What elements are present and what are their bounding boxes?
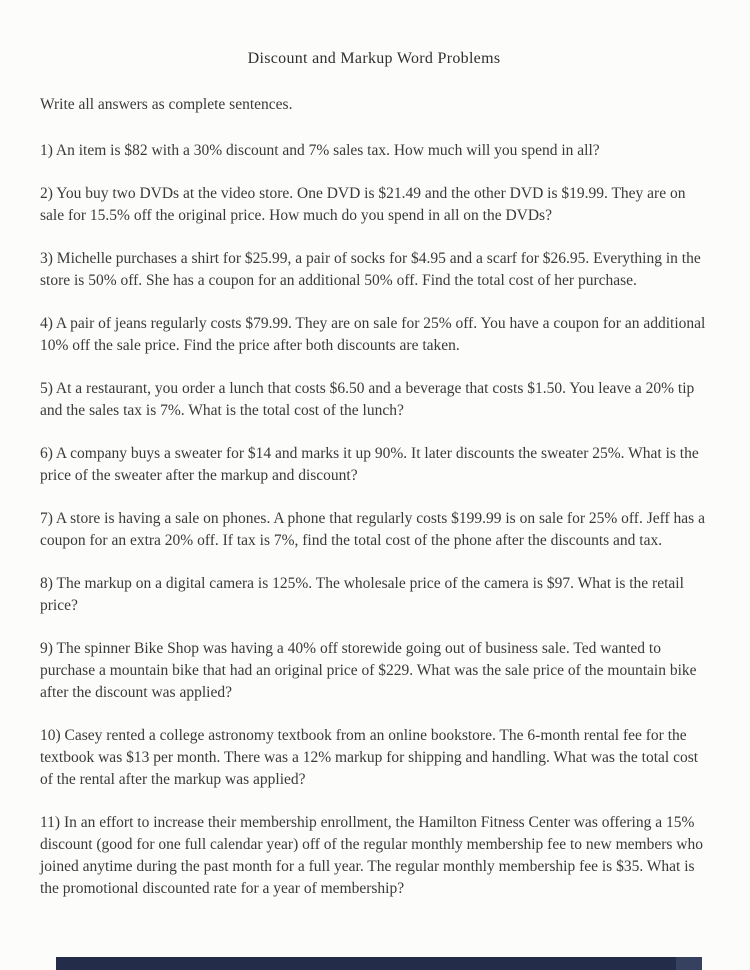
problem-7: 7) A store is having a sale on phones. A phone that regularly costs $199.99 is on sale for 25% off. Jeff has a coupon for an extra 20% off. If tax is 7%, find the total cost of the phone after the discounts and tax. xyxy=(40,510,705,549)
problem-1: 1) An item is $82 with a 30% discount and 7% sales tax. How much will you spend in all? xyxy=(40,142,600,159)
problem-8: 8) The markup on a digital camera is 125%. The wholesale price of the camera is $97. What is the retail price? xyxy=(40,575,684,614)
problem-6: 6) A company buys a sweater for $14 and marks it up 90%. It later discounts the sweater 25%. What is the price of the sweater after the markup and discount? xyxy=(40,445,699,484)
problem-4: 4) A pair of jeans regularly costs $79.99. They are on sale for 25% off. You have a coupon for an additional 10% off the sale price. Find the price after both discounts are taken. xyxy=(40,315,706,354)
problem-11: 11) In an effort to increase their membership enrollment, the Hamilton Fitness Center was offering a 15% discount (good for one full calendar year) off of the regular monthly membership fee to new members who joined anytime during the past month for a full year. The regular monthly membership fee is $35. What is the promotional discounted rate for a year of membership? xyxy=(40,814,703,897)
scan-artifact-bar xyxy=(56,957,702,970)
page-title: Discount and Markup Word Problems xyxy=(247,50,501,67)
problem-9: 9) The spinner Bike Shop was having a 40% off storewide going out of business sale. Ted wanted to purchase a mountain bike that had an original price of $229. What was the sale price of the mountain bike after the discount was applied? xyxy=(40,640,697,701)
scan-artifact-bar-highlight xyxy=(676,957,702,970)
problem-10: 10) Casey rented a college astronomy textbook from an online bookstore. The 6-month rental fee for the textbook was $13 per month. There was a 12% markup for shipping and handling. What was the total cost of the rental after the markup was applied? xyxy=(40,727,699,788)
problem-5: 5) At a restaurant, you order a lunch that costs $6.50 and a beverage that costs $1.50. You leave a 20% tip and the sales tax is 7%. What is the total cost of the lunch? xyxy=(40,380,695,419)
instructions-text: Write all answers as complete sentences. xyxy=(40,96,293,113)
problem-2: 2) You buy two DVDs at the video store. One DVD is $21.49 and the other DVD is $19.99. They are on sale for 15.5% off the original price. How much do you spend in all on the DVDs? xyxy=(40,185,686,224)
problem-3: 3) Michelle purchases a shirt for $25.99, a pair of socks for $4.95 and a scarf for $26.95. Everything in the store is 50% off. She has a coupon for an additional 50% off. Find the total cost of her purchase. xyxy=(40,250,701,289)
